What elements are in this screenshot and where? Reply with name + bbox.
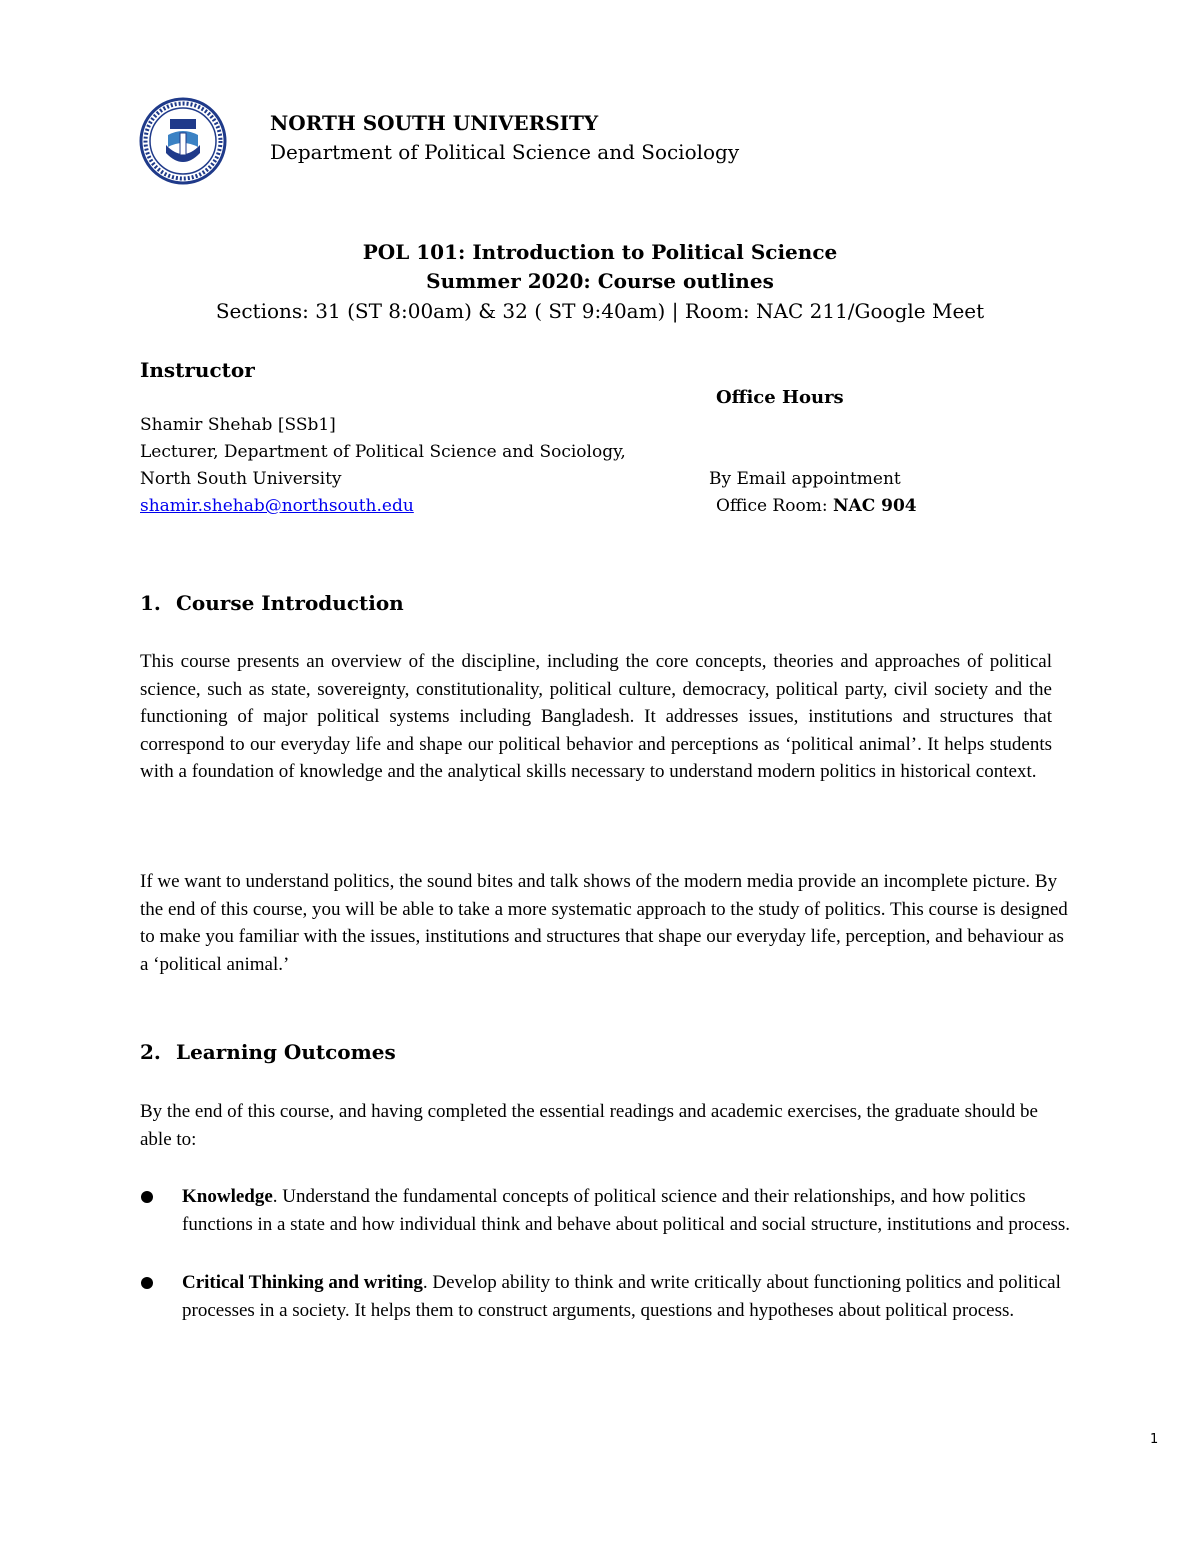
instructor-name: Shamir Shehab [SSb1] [140, 415, 336, 435]
instructor-heading: Instructor [140, 358, 255, 382]
office-appointment: By Email appointment [709, 469, 901, 489]
section-1-number: 1. [140, 591, 161, 615]
instructor-position: Lecturer, Department of Political Science and Sociology, [140, 442, 626, 462]
office-room-value: NAC 904 [832, 496, 917, 516]
bullet-icon [141, 1191, 153, 1203]
university-name: NORTH SOUTH UNIVERSITY [270, 111, 599, 135]
bullet-icon [141, 1277, 153, 1289]
outcome-knowledge-text: . Understand the fundamental concepts of political science and their relationships, and how politics functions in a state and how individual think and behave about political and social structure, institutions and process. [182, 1186, 1071, 1235]
course-sections: Sections: 31 (ST 8:00am) & 32 ( ST 9:40am) | Room: NAC 211/Google Meet [215, 299, 985, 323]
course-term: Summer 2020: Course outlines [426, 269, 774, 293]
section-1-paragraph-2: If we want to understand politics, the sound bites and talk shows of the modern media provide an incomplete picture. By the end of this course, you will be able to take a more systematic approach to the study of politics. This course is designed to make you familiar with the issues, institutions and structures that shape our everyday life, perception, and behaviour as a ‘political animal.’ [140, 871, 1068, 975]
office-hours-heading: Office Hours [716, 387, 844, 408]
outcome-critical-thinking-label: Critical Thinking and writing [182, 1272, 423, 1293]
section-2-intro: By the end of this course, and having completed the essential readings and academic exercises, the graduate should be able to: [140, 1101, 1038, 1150]
outcome-knowledge-label: Knowledge [182, 1186, 273, 1207]
course-title: POL 101: Introduction to Political Science [362, 240, 838, 264]
outcome-critical-thinking-text: . Develop ability to think and write critically about functioning politics and political processes in a society. It helps them to construct arguments, questions and hypotheses about political process. [182, 1272, 1061, 1321]
instructor-email-link[interactable]: shamir.shehab@northsouth.edu [140, 496, 414, 516]
section-2-number: 2. [140, 1040, 161, 1064]
office-room [716, 496, 917, 516]
university-seal-icon [138, 97, 228, 185]
outcome-knowledge [182, 1183, 1072, 1239]
instructor-university: North South University [140, 469, 342, 489]
office-room-label: Office Room: [716, 496, 833, 516]
section-1-paragraph-1: This course presents an overview of the discipline, including the core concepts, theories and approaches of political science, such as state, sovereignty, constitutionality, political culture, democracy, political party, civil society and the functioning of major political systems including Bangladesh. It addresses issues, institutions and structures that correspond to our everyday life and shape our political behavior and perceptions as ‘political animal’. It helps students with a foundation of knowledge and the analytical skills necessary to understand modern politics in historical context. [140, 651, 1052, 782]
department-name: Department of Political Science and Sociology [270, 140, 740, 164]
section-1-heading: Course Introduction [176, 591, 404, 615]
page-number: 1 [1150, 1432, 1159, 1447]
outcome-critical-thinking [182, 1269, 1072, 1325]
section-2-heading: Learning Outcomes [176, 1040, 396, 1064]
